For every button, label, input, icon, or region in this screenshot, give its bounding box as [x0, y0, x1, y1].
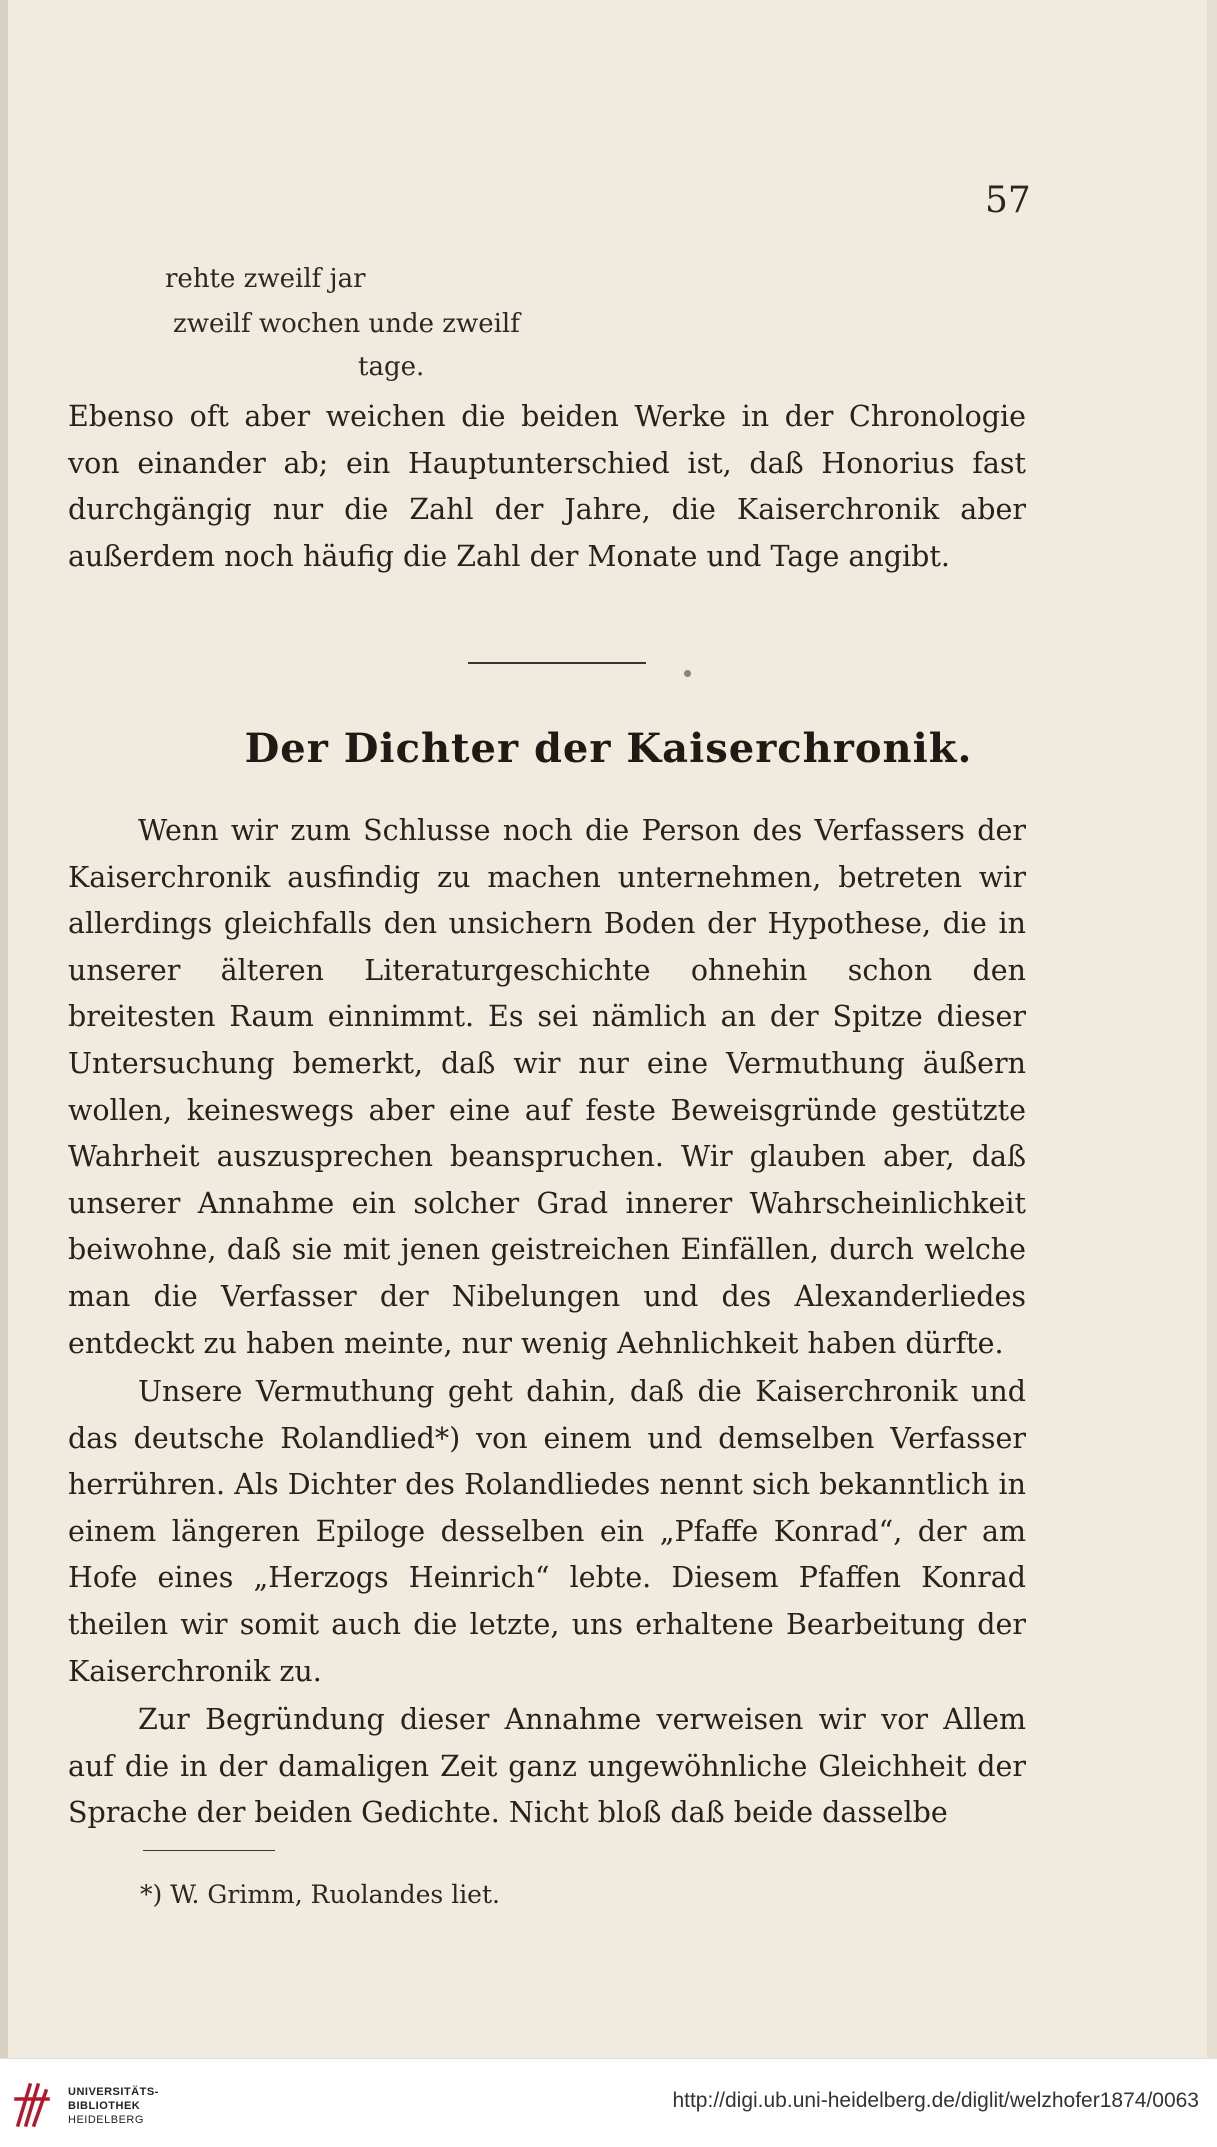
library-name: [68, 2085, 159, 2127]
paragraph-chronology: Ebenso oft aber weichen die beiden Werke in der Chronologie von einander ab; ein Hauptunterschied ist, daß Honorius fast durchgängig nur die Zahl der Jahre, die Kaiserchronik aber außerdem noch häufig die Zahl der Monate und Tage angibt.: [68, 400, 1026, 573]
permalink-url[interactable]: http://digi.ub.uni-heidelberg.de/diglit/welzhofer1874/0063: [672, 2089, 1199, 2112]
footnote-rule: [143, 1850, 275, 1851]
section-heading: Der Dichter der Kaiserchronik.: [244, 725, 973, 772]
verse-line-3: tage.: [358, 352, 425, 382]
page-edge-right: [1207, 0, 1217, 2058]
paragraph-rolandlied: Unsere Vermuthung geht dahin, daß die Kaiserchronik und das deutsche Rolandlied*) von einem und demselben Verfasser herrühren. Als Dichter des Rolandliedes nennt sich bekanntlich in einem längeren Epiloge desselben ein „Pfaffe Konrad“, der am Hofe eines „Herzogs Heinrich“ lebte. Diesem Pfaffen Konrad theilen wir somit auch die letzte, uns erhaltene Bearbeitung der Kaiserchronik zu.: [68, 1375, 1026, 1688]
library-name-line-1: UNIVERSITÄTS-: [68, 2086, 159, 2098]
ink-speck: [684, 670, 691, 677]
university-library-logo-icon[interactable]: [12, 2077, 54, 2131]
page-number: 57: [985, 180, 1031, 221]
verse-line-1: rehte zweilf jar: [165, 264, 366, 294]
viewer-footer: [0, 2058, 1217, 2147]
paragraph-author-hypothesis: Wenn wir zum Schlusse noch die Person des Verfassers der Kaiserchronik ausfindig zu machen unternehmen, betreten wir allerdings gleichfalls den unsichern Boden der Hypothese, die in unserer älteren Literaturgeschichte ohnehin schon den breitesten Raum einnimmt. Es sei nämlich an der Spitze dieser Untersuchung bemerkt, daß wir nur eine Vermuthung äußern wollen, keineswegs aber eine auf feste Beweisgründe gestützte Wahrheit auszusprechen beanspruchen. Wir glauben aber, daß unserer Annahme ein solcher Grad innerer Wahrscheinlichkeit beiwohne, daß sie mit jenen geistreichen Einfällen, durch welche man die Verfasser der Nibelungen und des Alexanderliedes entdeckt zu haben meinte, nur wenig Aehnlichkeit haben dürfte.: [68, 814, 1026, 1360]
footnote: *) W. Grimm, Ruolandes liet.: [140, 1880, 500, 1909]
library-name-line-2: BIBLIOTHEK: [68, 2100, 141, 2112]
paragraph-language: Zur Begründung dieser Annahme verweisen wir vor Allem auf die in der damaligen Zeit ganz ungewöhnliche Gleichheit der Sprache der beiden Gedichte. Nicht bloß daß beide dasselbe: [68, 1703, 1026, 1830]
page-edge-left: [0, 0, 8, 2058]
library-name-line-3: HEIDELBERG: [68, 2114, 144, 2126]
verse-line-2: zweilf wochen unde zweilf: [173, 309, 520, 339]
section-divider: [468, 662, 646, 664]
